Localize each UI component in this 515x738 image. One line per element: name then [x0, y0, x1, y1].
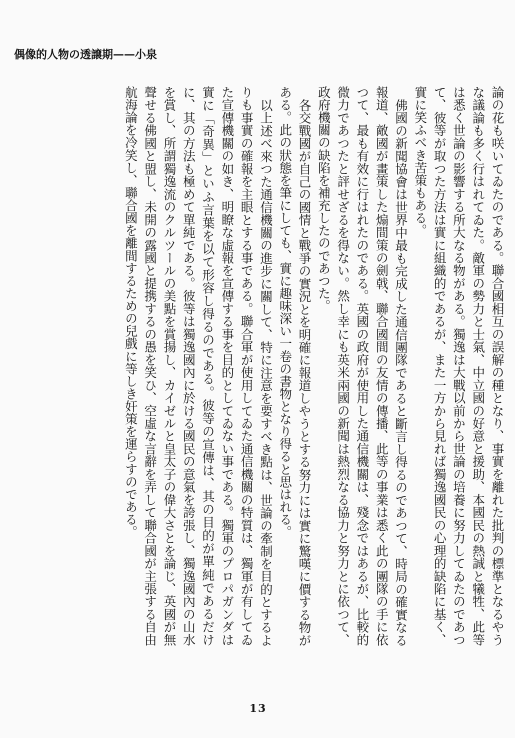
running-header: 偶像的人物の透譲期——小泉 [14, 48, 157, 61]
paragraph: 各交戰國が自己の國情と戰爭の實況とを明確に報道しやうとする努力には實に驚嘆に價する物がある。此の狀態を筆にしても、實に趣味深い一卷の書物となり得ると思はれる。 [277, 86, 313, 646]
paragraph: 佛國の新聞協會は世界中最も完成した通信團隊であると斷言し得るのであつて、時局の確實なる報道、敵國が畫策した煽間策の劍戟、聯合國間の友情の傳播、此等の事業は悉く此の團隊の手に依つて、最も有效に行はれたのである。英國の政府が使用した通信機關は、殘念ではあるが、比較的微力であつたと評せざるを得ない。然し幸にも英米兩國の新聞は熱烈なる協力と努力とに依つて、政府機關の缺陷を補充したのであつた。 [316, 86, 409, 646]
paragraph: 以上述べ來つた通信機關の進步に關して、特に注意を要すべき點は、世論の牽制を目的とするよりも事實の確報を主眼とする事である。聯合軍が使用してゐた通信機關の特質は、獨軍が有してゐた宣傳機關の如き、明瞭な虛報を宣傳する事を目的としてゐない事である。獨軍のプロパガンダは實に「奇異」といふ言葉を以て形容し得るのである。彼等の宣傳は、其の目的が單純であるだけに、其の方法も極めて單純である。彼等は獨逸國內に於ける國民の意氣を誇張し、獨逸國內の山水を賞し、所謂獨逸流のクルツールの美點を賞揚し、カイゼルと皇太子の偉大さとを論じ、英國が無聲せる佛國と盟し、未開の露國と提携するの愚を笑ひ、空虛な言辭を弄して聯合國が主張する自由航海論を冷笑し、聯合國を離間するための兒戲に等しき奸策を運らすのである。 [123, 86, 274, 646]
paragraph: 論の花も咲いてゐたのである。聯合國相互の誤解の種となり、事實を離れた批判の標準となるやうな議論も多く行はれてゐた。敵軍の勢力と士氣、中立國の好意と援助、本國民の熱誠と犧牲、此等は悉く世論の影響する所大なる物がある。獨逸は大戰以前から世論の培養に努力してゐたのであつて、彼等が取つた方法は實に組織的であるが、また一方から見れば獨逸國民の心理的缺陷に基く、實に笑ふべき苦策もある。 [412, 86, 505, 646]
page-number: 13 [249, 702, 267, 715]
body-text [20, 86, 507, 646]
